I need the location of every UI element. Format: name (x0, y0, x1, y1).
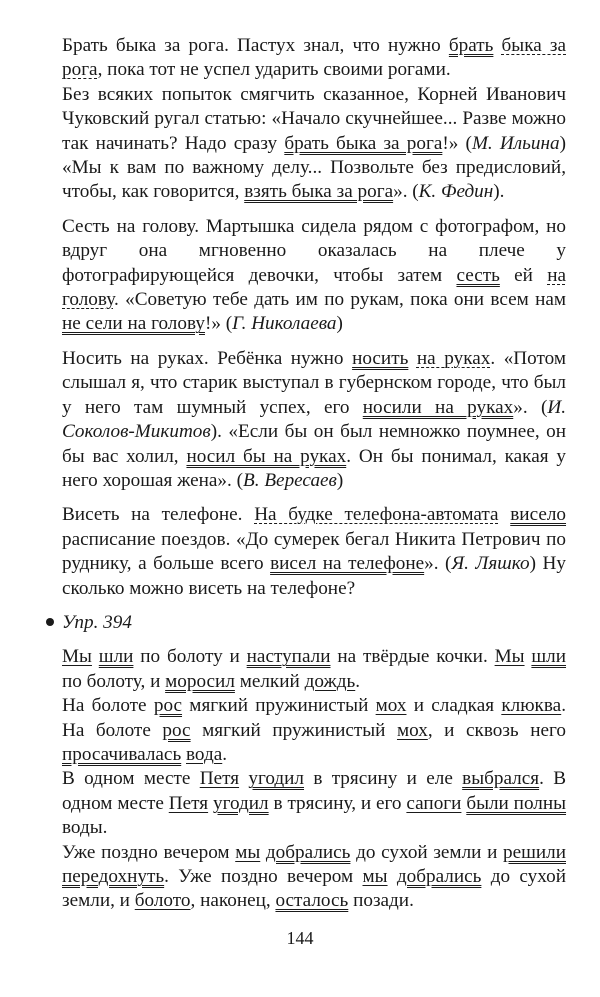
spacer (62, 205, 566, 215)
exercise-paragraph-3: В одном месте Петя угодил в трясину и еле выбрался. В одном месте Петя угодил в трясину, и его сапоги были полны воды. (62, 768, 567, 839)
paragraph-idiom-hang-on-phone: Висеть на телефоне. На будке телефона-автомата висело расписание поездов. «До сумерек бегал Никита Петрович по руднику, а больше всего висел на телефоне». (Я. Ляшко) Ну сколько можно висеть на телефоне? (62, 504, 567, 599)
exercise-paragraph-1: Мы шли по болоту и наступали на твёрдые кочки. Мы шли по болоту, и моросил мелкий дождь. (62, 646, 567, 692)
paragraph-idiom-sit-on-head: Сесть на голову. Мартышка сидела рядом с фотографом, но вдруг она мгновенно оказалась на плече у фотографирующейся девочки, чтобы затем сесть ей на голову. «Советую тебе дать им по рукам, пока они всем нам не сели на голову!» (Г. Николаева) (62, 215, 566, 335)
exercise-heading (46, 611, 550, 635)
paragraph-idiom-take-bull-examples: Без всяких попыток смягчить сказанное, Корней Иванович Чуковский ругал статью: «Начало скучнейшее... Разве можно так начинать? Надо сразу брать быка за рога!» (М. Ильина) «Мы к вам по важному делу... Позвольте без предисловий, чтобы, как говорится, взять быка за рога». (К. Федин). (62, 83, 566, 203)
page-number: 144 (286, 928, 314, 948)
exercise-heading-label: Упр. 394 (62, 611, 132, 633)
exercise-paragraph-2: На болоте рос мягкий пружинистый мох и сладкая клюква. На болоте рос мягкий пружинистый мох, и сквозь него просачивалась вода. (62, 695, 566, 765)
spacer (62, 601, 566, 611)
textbook-page (62, 34, 566, 914)
exercise-paragraph-4: Уже поздно вечером мы добрались до сухой земли и решили передохнуть. Уже поздно вечером мы добрались до сухой земли, и болото, наконец, осталось позади. (62, 841, 566, 912)
paragraph-idiom-take-bull: Брать быка за рога. Пастух знал, что нужно брать быка за рога, пока тот не успел ударить своими рогами. (62, 35, 566, 81)
spacer (62, 493, 566, 503)
spacer (62, 635, 566, 645)
bullet-icon (46, 618, 54, 626)
paragraph-idiom-carry-in-arms: Носить на руках. Ребёнка нужно носить на руках. «Потом слышал я, что старик выступал в губернском городе, что был у него там шумный успех, его носили на руках». (И. Соколов-Микитов). «Если бы он был немножко поумнее, он бы вас холил, носил бы на руках. Он бы понимал, какая у него хорошая жена». (В. Вересаев) (62, 347, 566, 491)
spacer (62, 337, 566, 347)
